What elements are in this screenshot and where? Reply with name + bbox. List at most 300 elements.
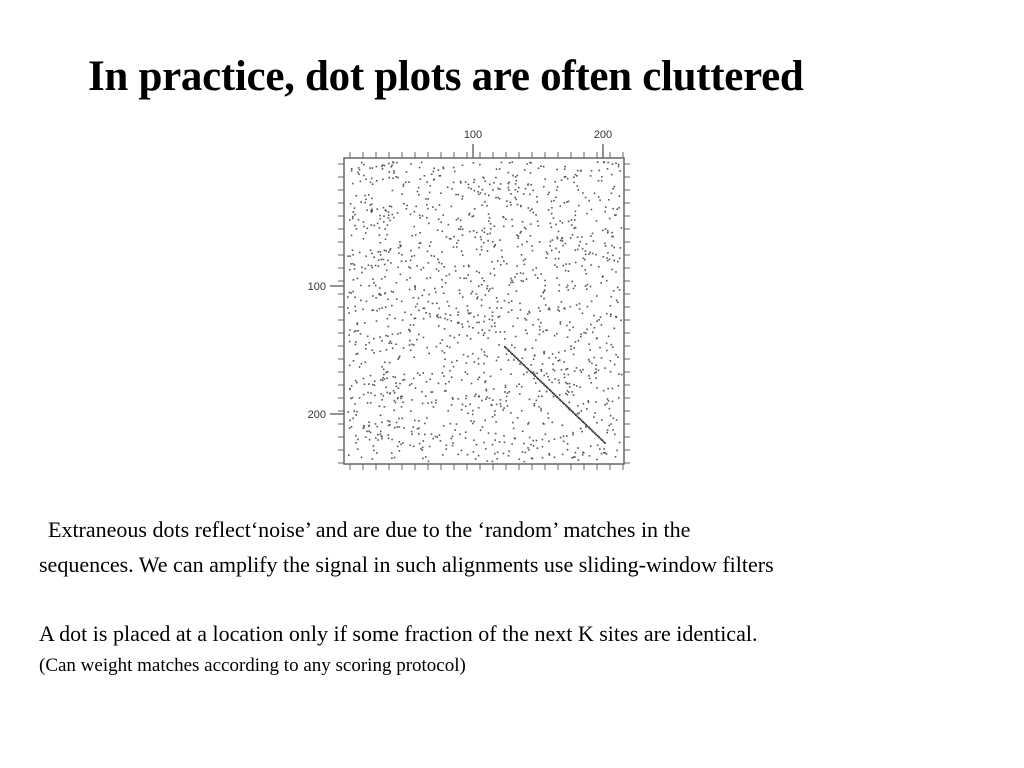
noise-dot <box>524 349 526 351</box>
noise-dot <box>504 442 506 444</box>
noise-dot <box>384 228 386 230</box>
noise-dot <box>371 209 373 211</box>
noise-dot <box>405 260 407 262</box>
noise-dot <box>478 194 480 196</box>
noise-dot <box>421 391 423 393</box>
noise-dot <box>486 205 488 207</box>
noise-dot <box>423 308 425 310</box>
noise-dot <box>568 221 570 223</box>
noise-dot <box>563 441 565 443</box>
noise-dot <box>532 269 534 271</box>
noise-dot <box>457 342 459 344</box>
noise-dot <box>373 282 375 284</box>
noise-dot <box>551 250 553 252</box>
noise-dot <box>581 431 583 433</box>
noise-dot <box>349 219 351 221</box>
noise-dot <box>537 221 539 223</box>
noise-dot <box>365 199 367 201</box>
noise-dot <box>472 423 474 425</box>
noise-dot <box>465 181 467 183</box>
noise-dot <box>355 310 357 312</box>
noise-dot <box>612 388 614 390</box>
noise-dot <box>380 351 382 353</box>
noise-dot <box>585 285 587 287</box>
noise-dot <box>596 220 598 222</box>
noise-dot <box>594 193 596 195</box>
noise-dot <box>612 208 614 210</box>
noise-dot <box>527 313 529 315</box>
noise-dot <box>360 181 362 183</box>
noise-dot <box>443 168 445 170</box>
noise-dot <box>564 308 566 310</box>
noise-dot <box>496 168 498 170</box>
noise-dot <box>599 347 601 349</box>
noise-dot <box>373 338 375 340</box>
noise-dot <box>533 212 535 214</box>
noise-dot <box>541 396 543 398</box>
noise-dot <box>432 206 434 208</box>
noise-dot <box>359 252 361 254</box>
noise-dot <box>394 318 396 320</box>
noise-dot <box>556 277 558 279</box>
noise-dot <box>485 398 487 400</box>
noise-dot <box>510 282 512 284</box>
noise-dot <box>515 176 517 178</box>
noise-dot <box>390 262 392 264</box>
noise-dot <box>561 180 563 182</box>
noise-dot <box>354 214 356 216</box>
noise-dot <box>391 452 393 454</box>
noise-dot <box>429 446 431 448</box>
noise-dot <box>427 208 429 210</box>
noise-dot <box>396 386 398 388</box>
noise-dot <box>372 384 374 386</box>
noise-dot <box>613 260 615 262</box>
noise-dot <box>524 264 526 266</box>
noise-dot <box>503 435 505 437</box>
noise-dot <box>357 330 359 332</box>
noise-dot <box>572 434 574 436</box>
noise-dot <box>351 170 353 172</box>
noise-dot <box>488 195 490 197</box>
noise-dot <box>443 293 445 295</box>
noise-dot <box>491 261 493 263</box>
noise-dot <box>613 290 615 292</box>
noise-dot <box>500 406 502 408</box>
noise-dot <box>441 286 443 288</box>
noise-dot <box>473 421 475 423</box>
noise-dot <box>356 228 358 230</box>
noise-dot <box>356 382 358 384</box>
noise-dot <box>393 390 395 392</box>
noise-dot <box>539 310 541 312</box>
noise-dot <box>458 240 460 242</box>
noise-dot <box>534 354 536 356</box>
noise-dot <box>577 236 579 238</box>
noise-dot <box>410 214 412 216</box>
noise-dot <box>551 382 553 384</box>
noise-dot <box>385 372 387 374</box>
noise-dot <box>363 164 365 166</box>
noise-dot <box>604 367 606 369</box>
noise-dot <box>413 297 415 299</box>
noise-dot <box>365 348 367 350</box>
noise-dot <box>382 179 384 181</box>
noise-dot <box>476 298 478 300</box>
noise-dot <box>425 312 427 314</box>
noise-dot <box>605 228 607 230</box>
noise-dot <box>497 301 499 303</box>
diagonal-match-dots <box>504 346 606 444</box>
noise-dot <box>492 288 494 290</box>
noise-dot <box>442 454 444 456</box>
noise-dot <box>366 209 368 211</box>
noise-dot <box>399 441 401 443</box>
noise-dot <box>389 314 391 316</box>
noise-dot <box>373 445 375 447</box>
noise-dot <box>431 402 433 404</box>
noise-dot <box>561 369 563 371</box>
noise-dot <box>541 295 543 297</box>
noise-dot <box>617 261 619 263</box>
noise-dot <box>497 188 499 190</box>
noise-dot <box>458 218 460 220</box>
noise-dot <box>611 344 613 346</box>
noise-dot <box>562 245 564 247</box>
noise-dot <box>382 164 384 166</box>
noise-dot <box>409 340 411 342</box>
noise-dot <box>456 219 458 221</box>
noise-dot <box>573 394 575 396</box>
noise-dot <box>576 385 578 387</box>
noise-dot <box>360 333 362 335</box>
noise-dot <box>493 268 495 270</box>
noise-dot <box>460 181 462 183</box>
noise-dot <box>552 369 554 371</box>
noise-dot <box>493 182 495 184</box>
noise-dot <box>359 366 361 368</box>
noise-dot <box>472 327 474 329</box>
noise-dot <box>525 228 527 230</box>
noise-dot <box>563 435 565 437</box>
noise-dot <box>454 429 456 431</box>
noise-dot <box>496 307 498 309</box>
noise-dot <box>368 264 370 266</box>
noise-dot <box>493 246 495 248</box>
noise-dot <box>395 402 397 404</box>
noise-dot <box>489 307 491 309</box>
noise-dot <box>392 177 394 179</box>
noise-dot <box>571 224 573 226</box>
noise-dot <box>583 403 585 405</box>
noise-dot <box>470 281 472 283</box>
slide-title: In practice, dot plots are often cluttered <box>88 53 804 100</box>
noise-dot <box>393 172 395 174</box>
noise-dot <box>377 439 379 441</box>
noise-dot <box>372 350 374 352</box>
noise-dot <box>544 351 546 353</box>
noise-dot <box>607 162 609 164</box>
noise-dot <box>581 265 583 267</box>
noise-dot <box>379 287 381 289</box>
noise-dot <box>496 297 498 299</box>
noise-dot <box>355 380 357 382</box>
noise-dot <box>363 226 365 228</box>
noise-dot <box>362 309 364 311</box>
noise-dot <box>525 188 527 190</box>
noise-dot <box>447 319 449 321</box>
noise-dot <box>485 294 487 296</box>
noise-dot <box>510 193 512 195</box>
noise-dot <box>391 342 393 344</box>
noise-dot <box>602 230 604 232</box>
noise-dot <box>607 232 609 234</box>
noise-dot <box>481 400 483 402</box>
noise-dot <box>607 398 609 400</box>
noise-dot <box>578 205 580 207</box>
noise-dot <box>473 440 475 442</box>
noise-dot <box>564 168 566 170</box>
noise-dot <box>515 183 517 185</box>
noise-dot <box>416 265 418 267</box>
noise-dot <box>555 357 557 359</box>
noise-dot <box>423 337 425 339</box>
noise-dot <box>418 187 420 189</box>
noise-dot <box>396 422 398 424</box>
noise-dot <box>554 438 556 440</box>
noise-dot <box>500 331 502 333</box>
noise-dot <box>457 314 459 316</box>
noise-dot <box>575 262 577 264</box>
noise-dot <box>428 223 430 225</box>
noise-dot <box>546 251 548 253</box>
noise-dot <box>601 324 603 326</box>
noise-dot <box>495 177 497 179</box>
noise-dot <box>578 245 580 247</box>
noise-dot <box>596 320 598 322</box>
noise-dot <box>503 261 505 263</box>
noise-dot <box>552 239 554 241</box>
noise-dot <box>540 165 542 167</box>
noise-dot <box>410 260 412 262</box>
noise-dot <box>357 353 359 355</box>
noise-dot <box>381 307 383 309</box>
noise-dot <box>547 413 549 415</box>
noise-dot <box>601 453 603 455</box>
noise-dot <box>606 257 608 259</box>
noise-dot <box>482 230 484 232</box>
noise-dot <box>592 332 594 334</box>
noise-dot <box>585 332 587 334</box>
noise-dot <box>592 233 594 235</box>
noise-dot <box>352 183 354 185</box>
noise-dot <box>579 386 581 388</box>
noise-dot <box>404 374 406 376</box>
noise-dot <box>521 244 523 246</box>
noise-dot <box>379 336 381 338</box>
noise-dot <box>544 375 546 377</box>
noise-dot <box>614 434 616 436</box>
noise-dot <box>603 161 605 163</box>
noise-dot <box>449 347 451 349</box>
noise-dot <box>575 174 577 176</box>
noise-dot <box>471 216 473 218</box>
noise-dot <box>483 363 485 365</box>
noise-dot <box>598 180 600 182</box>
noise-dot <box>586 329 588 331</box>
noise-dot <box>487 250 489 252</box>
noise-dot <box>564 350 566 352</box>
noise-dot <box>384 250 386 252</box>
noise-dot <box>375 265 377 267</box>
noise-dot <box>492 444 494 446</box>
noise-dot <box>526 241 528 243</box>
noise-dot <box>357 172 359 174</box>
noise-dot <box>469 231 471 233</box>
noise-dot <box>615 456 617 458</box>
paragraph-1-line-2: sequences. We can amplify the signal in such alignments use sliding-window filters <box>39 552 774 577</box>
noise-dot <box>588 402 590 404</box>
noise-dot <box>373 352 375 354</box>
noise-dot <box>480 192 482 194</box>
noise-dot <box>467 305 469 307</box>
noise-dot <box>593 240 595 242</box>
noise-dot <box>360 300 362 302</box>
noise-dot <box>410 267 412 269</box>
noise-dot <box>471 383 473 385</box>
noise-dot <box>518 237 520 239</box>
noise-dot <box>409 445 411 447</box>
noise-dot <box>395 382 397 384</box>
noise-dot <box>355 344 357 346</box>
noise-dot <box>582 248 584 250</box>
noise-dot <box>482 278 484 280</box>
noise-dot <box>400 246 402 248</box>
noise-dot <box>434 288 436 290</box>
noise-dot <box>500 369 502 371</box>
noise-dot <box>556 266 558 268</box>
noise-dot <box>355 330 357 332</box>
noise-dot <box>556 237 558 239</box>
noise-dot <box>355 353 357 355</box>
noise-dot <box>476 249 478 251</box>
noise-dot <box>451 188 453 190</box>
noise-dot <box>596 338 598 340</box>
noise-dot <box>580 370 582 372</box>
noise-dot <box>510 373 512 375</box>
noise-dot <box>401 193 403 195</box>
noise-dot <box>381 166 383 168</box>
noise-dot <box>417 372 419 374</box>
noise-dot <box>533 378 535 380</box>
noise-dot <box>555 197 557 199</box>
noise-dot <box>467 373 469 375</box>
noise-dot <box>595 368 597 370</box>
noise-dot <box>531 208 533 210</box>
noise-dot <box>388 326 390 328</box>
noise-dot <box>365 344 367 346</box>
noise-dot <box>516 234 518 236</box>
noise-dot <box>603 448 605 450</box>
noise-dot <box>410 349 412 351</box>
noise-dot <box>415 206 417 208</box>
noise-dot <box>425 395 427 397</box>
noise-dot <box>484 354 486 356</box>
noise-dot <box>581 236 583 238</box>
noise-dot <box>478 363 480 365</box>
noise-dot <box>510 278 512 280</box>
noise-dot <box>418 194 420 196</box>
noise-dot <box>607 429 609 431</box>
noise-dot <box>604 211 606 213</box>
noise-dot <box>508 187 510 189</box>
noise-dot <box>513 428 515 430</box>
noise-dot <box>526 372 528 374</box>
noise-dot <box>538 167 540 169</box>
noise-dot <box>572 432 574 434</box>
noise-dot <box>478 322 480 324</box>
noise-dot <box>618 207 620 209</box>
noise-dot <box>568 374 570 376</box>
noise-dot <box>439 434 441 436</box>
noise-dot <box>451 404 453 406</box>
noise-dot <box>568 289 570 291</box>
noise-dot <box>562 237 564 239</box>
noise-dot <box>383 221 385 223</box>
noise-dot <box>406 171 408 173</box>
noise-dot <box>585 426 587 428</box>
noise-dot <box>570 237 572 239</box>
noise-dot <box>477 379 479 381</box>
noise-dot <box>369 204 371 206</box>
noise-dot <box>440 222 442 224</box>
noise-dot <box>482 426 484 428</box>
noise-dot <box>596 459 598 461</box>
noise-dot <box>387 299 389 301</box>
noise-dot <box>462 196 464 198</box>
noise-dot <box>366 431 368 433</box>
noise-dot <box>387 260 389 262</box>
noise-dot <box>588 359 590 361</box>
noise-dot <box>441 263 443 265</box>
noise-dot <box>606 313 608 315</box>
noise-dot <box>370 249 372 251</box>
noise-dot <box>515 189 517 191</box>
noise-dot <box>593 416 595 418</box>
noise-dot <box>358 167 360 169</box>
noise-dot <box>459 434 461 436</box>
noise-dot <box>562 240 564 242</box>
noise-dot <box>508 183 510 185</box>
noise-dot <box>456 423 458 425</box>
noise-dot <box>465 431 467 433</box>
noise-dot <box>410 410 412 412</box>
noise-dot <box>435 209 437 211</box>
noise-dot <box>398 418 400 420</box>
noise-dot <box>393 410 395 412</box>
noise-dot <box>520 309 522 311</box>
noise-dot <box>589 455 591 457</box>
noise-dot <box>430 277 432 279</box>
noise-dot <box>543 298 545 300</box>
noise-dot <box>483 442 485 444</box>
noise-dot <box>389 362 391 364</box>
noise-dot <box>380 379 382 381</box>
noise-dot <box>595 364 597 366</box>
noise-dot <box>442 214 444 216</box>
noise-dot <box>376 452 378 454</box>
noise-dot <box>572 234 574 236</box>
